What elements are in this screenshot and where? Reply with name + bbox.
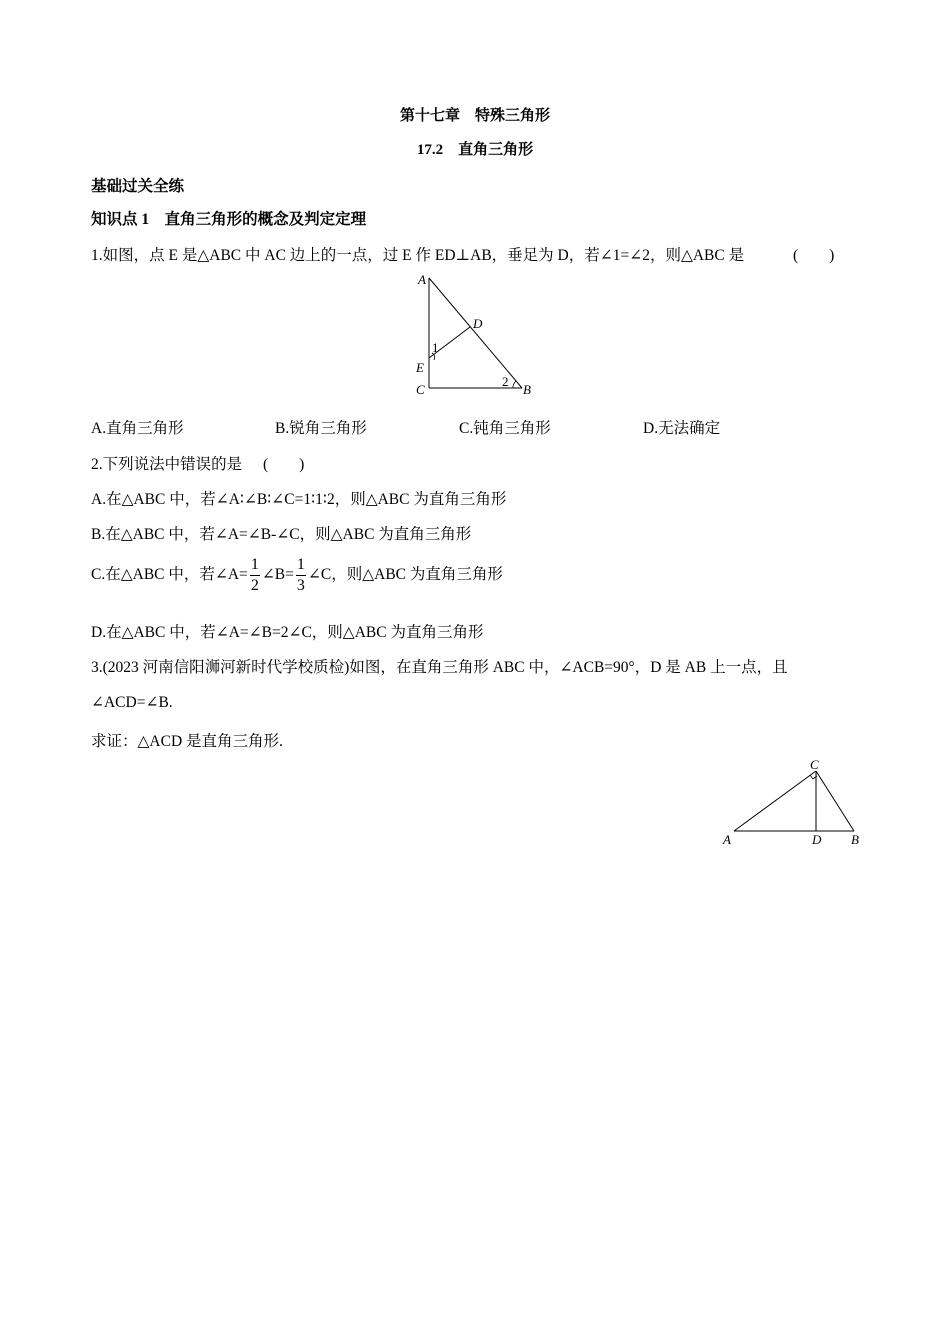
q1-label-angle1: 1 (432, 340, 439, 355)
q1-option-a: A.直角三角形 (91, 420, 184, 437)
q3-label-d: D (812, 832, 822, 847)
q3-prove: 求证：△ACD 是直角三角形. (91, 733, 283, 750)
q1-option-d: D.无法确定 (643, 420, 721, 437)
q3-figure (718, 755, 868, 850)
q3-label-a: A (723, 832, 731, 847)
q2-option-c-part2: ∠B= (261, 566, 294, 584)
q1-label-e: E (416, 360, 424, 375)
q1-label-c: C (416, 382, 425, 397)
q3-line2: ∠ACD=∠B. (91, 694, 173, 711)
chapter-title: 第十七章 特殊三角形 (399, 108, 550, 124)
q3-label-b: B (851, 832, 859, 847)
q2-option-c-part1: C.在△ABC 中，若∠A= (91, 566, 248, 584)
fraction-one-third (296, 557, 306, 594)
q1-stem: 1.如图，点 E 是△ABC 中 AC 边上的一点，过 E 作 ED⊥AB，垂足为 D，若∠1=∠2，则△ABC 是 (91, 247, 745, 264)
fraction-denominator: 2 (250, 577, 259, 594)
q1-answer-paren: ( ) (793, 247, 835, 264)
fraction-denominator: 3 (296, 577, 305, 594)
q2-option-c (91, 557, 503, 594)
fraction-one-half (250, 557, 260, 594)
q1-label-angle2: 2 (502, 374, 509, 389)
q1-option-c: C.钝角三角形 (459, 420, 551, 437)
q1-label-a: A (418, 272, 426, 287)
q2-option-d: D.在△ABC 中，若∠A=∠B=2∠C，则△ABC 为直角三角形 (91, 624, 484, 641)
knowledge-point-heading: 知识点 1 直角三角形的概念及判定定理 (91, 211, 367, 228)
q1-label-d: D (473, 316, 483, 331)
fraction-numerator: 1 (296, 557, 306, 576)
fraction-numerator: 1 (250, 557, 260, 576)
q1-label-b: B (523, 382, 531, 397)
q2-stem: 2.下列说法中错误的是 (91, 456, 243, 473)
q2-option-b: B.在△ABC 中，若∠A=∠B-∠C，则△ABC 为直角三角形 (91, 526, 472, 543)
q2-answer-paren: ( ) (263, 456, 305, 473)
part-heading: 基础过关全练 (91, 178, 185, 195)
q1-figure (405, 268, 555, 403)
q1-option-b: B.锐角三角形 (275, 420, 367, 437)
q2-option-a: A.在△ABC 中，若∠A∶∠B∶∠C=1∶1∶2，则△ABC 为直角三角形 (91, 491, 507, 508)
q3-label-c: C (810, 757, 819, 772)
section-title: 17.2 直角三角形 (416, 142, 534, 158)
q3-line1: 3.(2023 河南信阳浉河新时代学校质检)如图，在直角三角形 ABC 中，∠ACB=90°，D 是 AB 上一点，且 (91, 659, 788, 676)
q2-option-c-part3: ∠C，则△ABC 为直角三角形 (307, 566, 503, 584)
